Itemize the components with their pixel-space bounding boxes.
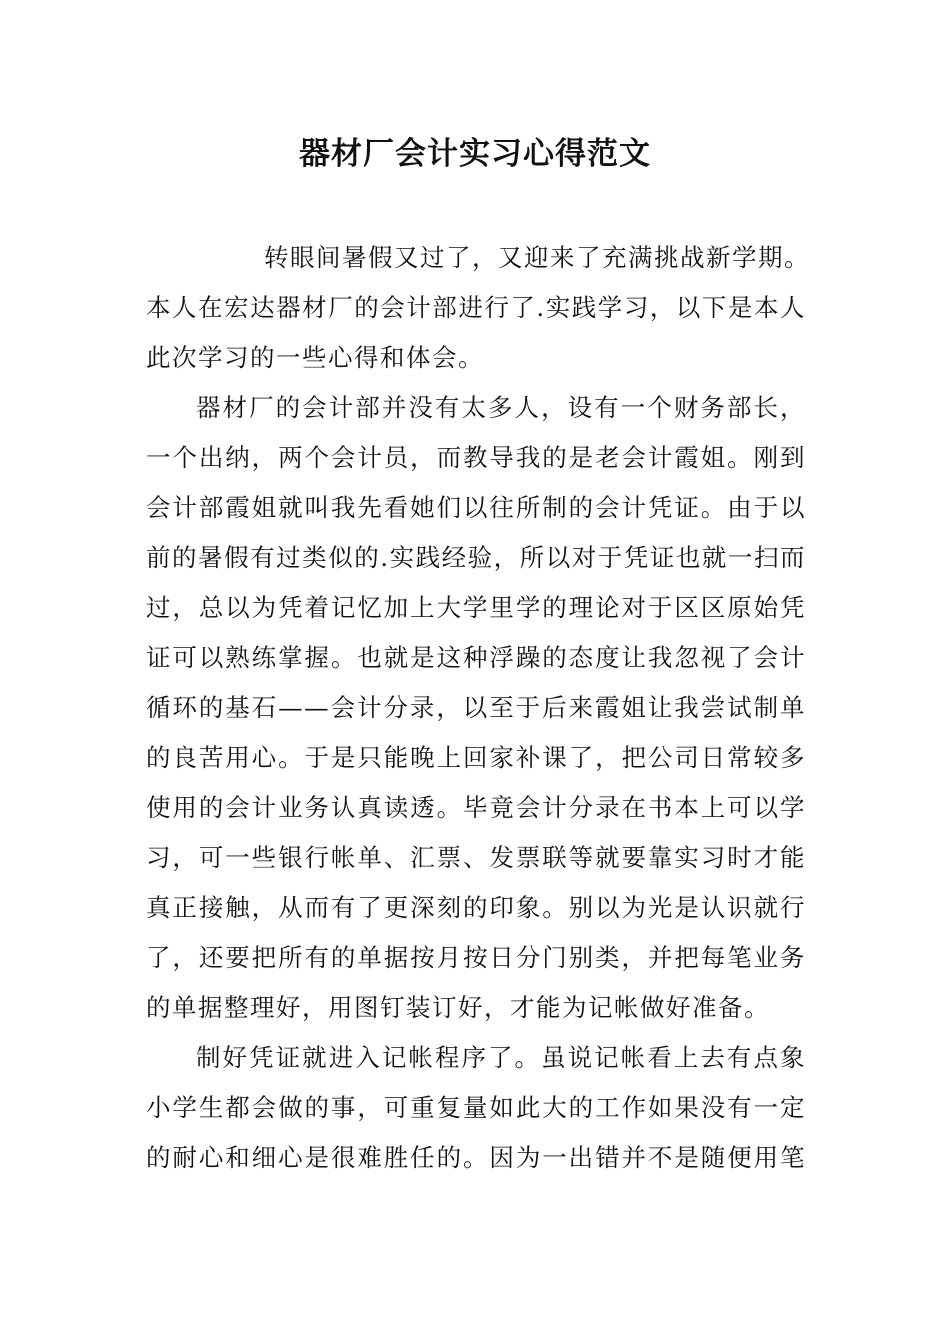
paragraph-line: 习，可一些银行帐单、汇票、发票联等就要靠实习时才能 (146, 843, 806, 872)
paragraph-line: 此次学习的一些心得和体会。 (146, 343, 484, 372)
paragraph-line: 本人在宏达器材厂的会计部进行了.实践学习，以下是本人 (146, 293, 806, 322)
paragraph-line: 一个出纳，两个会计员，而教导我的是老会计霞姐。刚到 (146, 443, 806, 472)
document-title: 器材厂会计实习心得范文 (299, 136, 651, 172)
paragraph-line: 使用的会计业务认真读透。毕竟会计分录在书本上可以学 (146, 793, 806, 822)
paragraph-line: 循环的基石——会计分录，以至于后来霞姐让我尝试制单 (146, 693, 806, 722)
paragraph-line: 小学生都会做的事，可重复量如此大的工作如果没有一定 (146, 1093, 806, 1122)
paragraph-line: 会计部霞姐就叫我先看她们以往所制的会计凭证。由于以 (146, 493, 806, 522)
paragraph-line: 真正接触，从而有了更深刻的印象。别以为光是认识就行 (146, 893, 806, 922)
paragraph-line: 了，还要把所有的单据按月按日分门别类，并把每笔业务 (146, 943, 806, 972)
paragraph-line: 器材厂的会计部并没有太多人，设有一个财务部长， (196, 393, 806, 422)
paragraph-line: 的单据整理好，用图钉装订好，才能为记帐做好准备。 (146, 993, 770, 1022)
paragraph-line: 的良苦用心。于是只能晚上回家补课了，把公司日常较多 (146, 743, 806, 772)
paragraph-line: 前的暑假有过类似的.实践经验，所以对于凭证也就一扫而 (146, 543, 806, 572)
paragraph-line: 证可以熟练掌握。也就是这种浮躁的态度让我忽视了会计 (146, 643, 806, 672)
paragraph-line: 的耐心和细心是很难胜任的。因为一出错并不是随便用笔 (146, 1143, 806, 1172)
paragraph-line: 过，总以为凭着记忆加上大学里学的理论对于区区原始凭 (146, 593, 806, 622)
paragraph-line: 转眼间暑假又过了，又迎来了充满挑战新学期。 (264, 243, 810, 272)
paragraph-line: 制好凭证就进入记帐程序了。虽说记帐看上去有点象 (196, 1043, 806, 1072)
